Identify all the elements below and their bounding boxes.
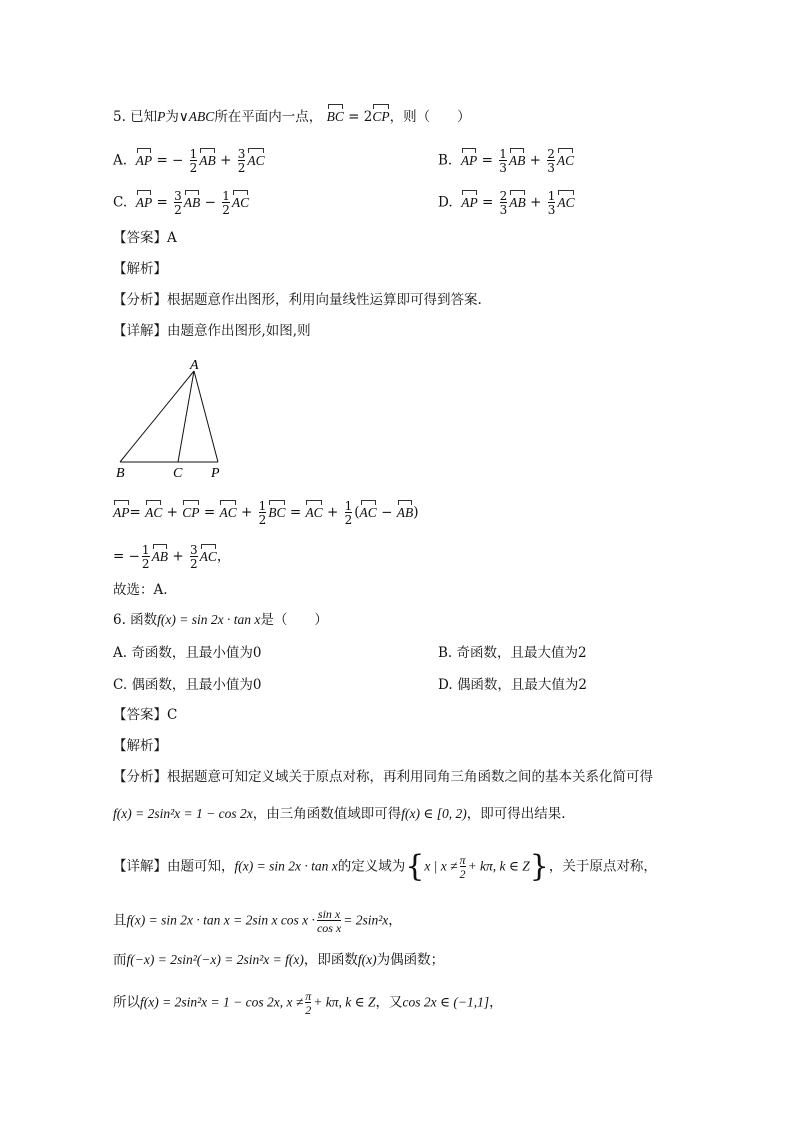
label-p: P: [211, 466, 220, 481]
q6-xiangjie-line-1: 【详解】由题可知，f(x) = sin 2x · tan x的定义域为{x | x ≠ $\frac{\pi}{2}$ + kπ, k ∈ Z}，关于原点对称，: [113, 849, 657, 884]
q5-derivation-line-2: = − $\frac{1}{2}$ AB + $\frac{3}{2}$ AC，: [113, 543, 231, 571]
segment-ac: [178, 371, 194, 462]
q6-analysis-heading: 【解析】: [113, 738, 167, 754]
q6-option-c: C. 偶函数，且最小值为0: [113, 677, 262, 693]
q5-option-c: C. AP = $\frac{3}{2}$ AB − $\frac{1}{2}$ AC: [113, 189, 250, 217]
segment-ap: [194, 371, 218, 462]
label-b: B: [116, 466, 125, 481]
q6-xiangjie-line-3: 而f(−x) = 2sin²(−x) = 2sin²x = f(x)，即函数f(x)为偶函数；: [113, 952, 445, 968]
q6-option-a: A. 奇函数，且最小值为0: [113, 645, 262, 661]
q5-option-a: A. AP = − $\frac{1}{2}$ AB + $\frac{3}{2}$ AC: [113, 147, 265, 175]
q5-derivation-line-1: AP= AC + CP = AC + $\frac{1}{2}$ BC = AC + $\frac{1}{2}$ (AC − AB): [113, 499, 419, 527]
segment-ab: [120, 371, 194, 462]
q6-xiangjie-line-2: 且f(x) = sin 2x · tan x = 2sin x cos x · $\frac{\text{sin x}}{\text{cos x}}$ = 2sin²x，: [113, 907, 402, 935]
q6-fenxi-line-2: f(x) = 2sin²x = 1 − cos 2x，由三角函数值域即可得f(x) ∈ [0, 2)，即可得出结果.: [113, 806, 566, 822]
triangle-figure: [110, 355, 230, 485]
q5-fenxi: 【分析】根据题意作出图形，利用向量线性运算即可得到答案.: [113, 292, 482, 308]
q6-answer: 【答案】C: [113, 707, 178, 723]
label-c: C: [173, 466, 183, 481]
q6-stem: 6. 函数f(x) = sin 2x · tan x是（ ）: [113, 612, 328, 628]
q5-xiangjie: 【详解】由题意作出图形,如图,则: [113, 323, 311, 339]
q6-fenxi: 【分析】根据题意可知定义域关于原点对称，再利用同角三角函数之间的基本关系化简可得: [113, 769, 653, 785]
q5-option-b: B. AP = $\frac{1}{3}$ AB + $\frac{2}{3}$ AC: [438, 147, 575, 175]
q5-analysis-heading: 【解析】: [113, 261, 167, 277]
q5-conclusion: 故选：A.: [113, 582, 168, 598]
q6-xiangjie-line-4: 所以f(x) = 2sin²x = 1 − cos 2x, x ≠ $\frac{\pi}{2}$ + kπ, k ∈ Z，又cos 2x ∈ (−1,1]，: [113, 989, 503, 1017]
q6-option-b: B. 奇函数，且最大值为2: [438, 645, 587, 661]
label-a: A: [190, 358, 199, 373]
q6-option-d: D. 偶函数，且最大值为2: [438, 677, 588, 693]
q5-stem: 5. 已知P为∨ABC所在平面内一点， BC = 2CP，则（ ）: [113, 109, 471, 125]
q5-option-d: D. AP = $\frac{2}{3}$ AB + $\frac{1}{3}$ AC: [438, 189, 575, 217]
q5-answer: 【答案】A: [113, 230, 177, 246]
